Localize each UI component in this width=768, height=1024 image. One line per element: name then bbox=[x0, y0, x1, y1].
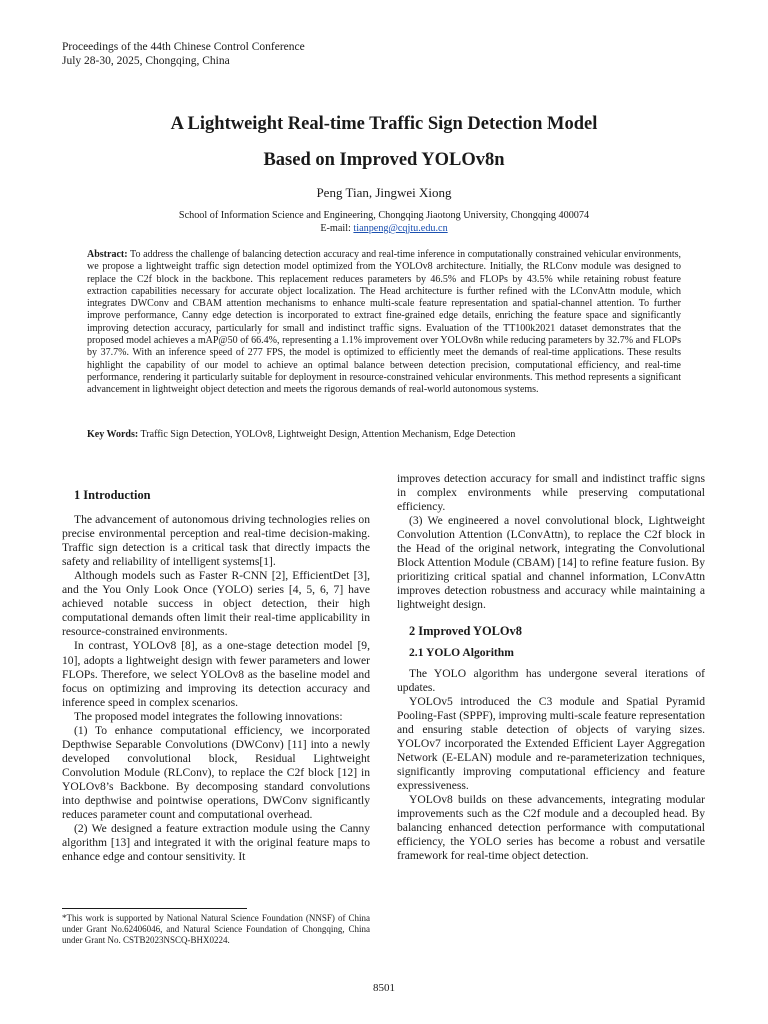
keywords-label: Key Words: bbox=[87, 429, 139, 440]
paper-title-line-1: A Lightweight Real-time Traffic Sign Detection Model bbox=[170, 114, 598, 134]
paragraph: The advancement of autonomous driving technologies relies on precise environmental perception and real-time decision-making. Traffic sign detection is a critical task that directly impacts the safety and reliability of intelligent systems[1]. bbox=[62, 513, 370, 569]
keywords-text: Traffic Sign Detection, YOLOv8, Lightweight Design, Attention Mechanism, Edge Detection bbox=[140, 429, 516, 440]
paper-title-line-2: Based on Improved YOLOv8n bbox=[263, 150, 505, 170]
authors: Peng Tian, Jingwei Xiong bbox=[316, 185, 452, 200]
affiliation-line: School of Information Science and Engineering, Chongqing Jiaotong University, Chongqing 400074 bbox=[178, 210, 590, 221]
conference-date-location: July 28-30, 2025, Chongqing, China bbox=[62, 55, 230, 67]
conference-header bbox=[62, 40, 305, 68]
abstract-label: Abstract: bbox=[87, 249, 128, 260]
email-link[interactable]: tianpeng@cqjtu.edu.cn bbox=[353, 223, 448, 234]
paragraph: improves detection accuracy for small and indistinct traffic signs in complex environments while preserving computational efficiency. bbox=[397, 472, 705, 514]
paragraph: (2) We designed a feature extraction module using the Canny algorithm [13] and integrated it with the original feature maps to enhance edge and contour sensitivity. It bbox=[62, 822, 370, 864]
affiliation bbox=[0, 209, 768, 235]
conference-name: Proceedings of the 44th Chinese Control Conference bbox=[62, 41, 305, 53]
footnote-divider bbox=[62, 908, 247, 909]
email-label: E-mail: bbox=[320, 223, 351, 234]
section-heading-improved-yolov8: 2 Improved YOLOv8 bbox=[409, 624, 522, 639]
subsection-heading-yolo-algorithm: 2.1 YOLO Algorithm bbox=[409, 645, 514, 659]
paragraph: (3) We engineered a novel convolutional block, Lightweight Convolution Attention (LConvAttn), to replace the C2f block in the Head of the original network, integrating the Convolutional Block Attention Module (CBAM) [14] to refine feature fusion. By prioritizing critical spatial and channel information, LConvAttn improves detection robustness and accuracy while maintaining a lightweight design. bbox=[397, 514, 705, 612]
section-heading-introduction: 1 Introduction bbox=[74, 488, 151, 502]
left-column bbox=[62, 472, 370, 864]
abstract-text: To address the challenge of balancing detection accuracy and real-time inference in computationally constrained vehicular environments, we propose a lightweight traffic sign detection model optimized from the YOLOv8 architecture. Initially, the RLConv module was designed to replace the C2f block in the backbone. This replacement reduces parameters by 46.5% and FLOPs by 43.5% while retaining robust feature extraction capabilities necessary for accurate object localization. The Head architecture is further refined with the LConvAttn module, which integrates DWConv and CBAM attention mechanisms to enhance multi-scale feature representation and spatial-channel attention. To further improve performance, Canny edge detection is incorporated to extract fine-grained edge details, enriching the feature space and significantly improving detection accuracy, particularly for small and indistinct traffic signs. Evaluation of the TT100k2021 dataset demonstrates that the proposed model achieves a mAP@50 of 66.4%, representing a 1.1% improvement over YOLOv8n while reducing parameters by 32.7% and FLOPs by 37.7%. With an inference speed of 277 FPS, the model is optimized to efficiently meet the demands of real-time applications. These results highlight the capability of our model to achieve an optimal balance between detection precision, computational efficiency, and real-time performance, rendering it particularly suitable for deployment in resource-constrained vehicular environments. This method represents a significant advancement in lightweight object detection and meets the rigorous demands of real-world autonomous systems. bbox=[87, 249, 681, 396]
abstract bbox=[87, 249, 681, 397]
paragraph: The proposed model integrates the following innovations: bbox=[74, 709, 343, 723]
paragraph: In contrast, YOLOv8 [8], as a one-stage detection model [9, 10], adopts a lightweight design with fewer parameters and lower FLOPs. Therefore, we select YOLOv8 as the baseline model and focus on optimizing and improving its detection accuracy and inference speed in complex scenarios. bbox=[62, 639, 370, 709]
footnote: *This work is supported by National Natural Science Foundation (NNSF) of China under Grant No.62406046, and Natural Science Foundation of Chongqing, China under Grant No. CSTB2023NSCQ-BHX0224. bbox=[62, 913, 370, 945]
paragraph: The YOLO algorithm has undergone several iterations of updates. bbox=[397, 666, 705, 694]
paragraph: (1) To enhance computational efficiency, we incorporated Depthwise Separable Convolutions (DWConv) [11] into a newly developed convolutional block, Residual Lightweight Convolution Module (RLConv), to replace the C2f block [12] in YOLOv8’s Backbone. By decomposing standard convolutions into depthwise and pointwise operations, DWConv significantly reduces parameter count and computational overhead. bbox=[62, 723, 370, 822]
paragraph: YOLOv5 introduced the C3 module and Spatial Pyramid Pooling-Fast (SPPF), improving multi-scale feature representation and ensuring stable detection of objects of varying sizes. YOLOv7 incorporated the Extended Efficient Layer Aggregation Network (E-ELAN) module and re-parameterization techniques, significantly improving computational efficiency and feature expressiveness. bbox=[397, 694, 705, 792]
email-line bbox=[0, 222, 768, 235]
paragraph: YOLOv8 builds on these advancements, integrating modular improvements such as the C2f module and a decoupled head. By balancing enhanced detection performance with computational efficiency, the YOLO series has become a robust and versatile framework for real-time object detection. bbox=[397, 792, 705, 863]
paragraph: Although models such as Faster R-CNN [2], EfficientDet [3], and the You Only Look Once (YOLO) series [4, 5, 6, 7] have achieved notable success in object detection, their high computational demands often limit their real-time applicability in resource-constrained environments. bbox=[62, 569, 370, 639]
right-column bbox=[397, 472, 705, 863]
keywords bbox=[87, 429, 681, 441]
page-number: 8501 bbox=[373, 982, 395, 994]
